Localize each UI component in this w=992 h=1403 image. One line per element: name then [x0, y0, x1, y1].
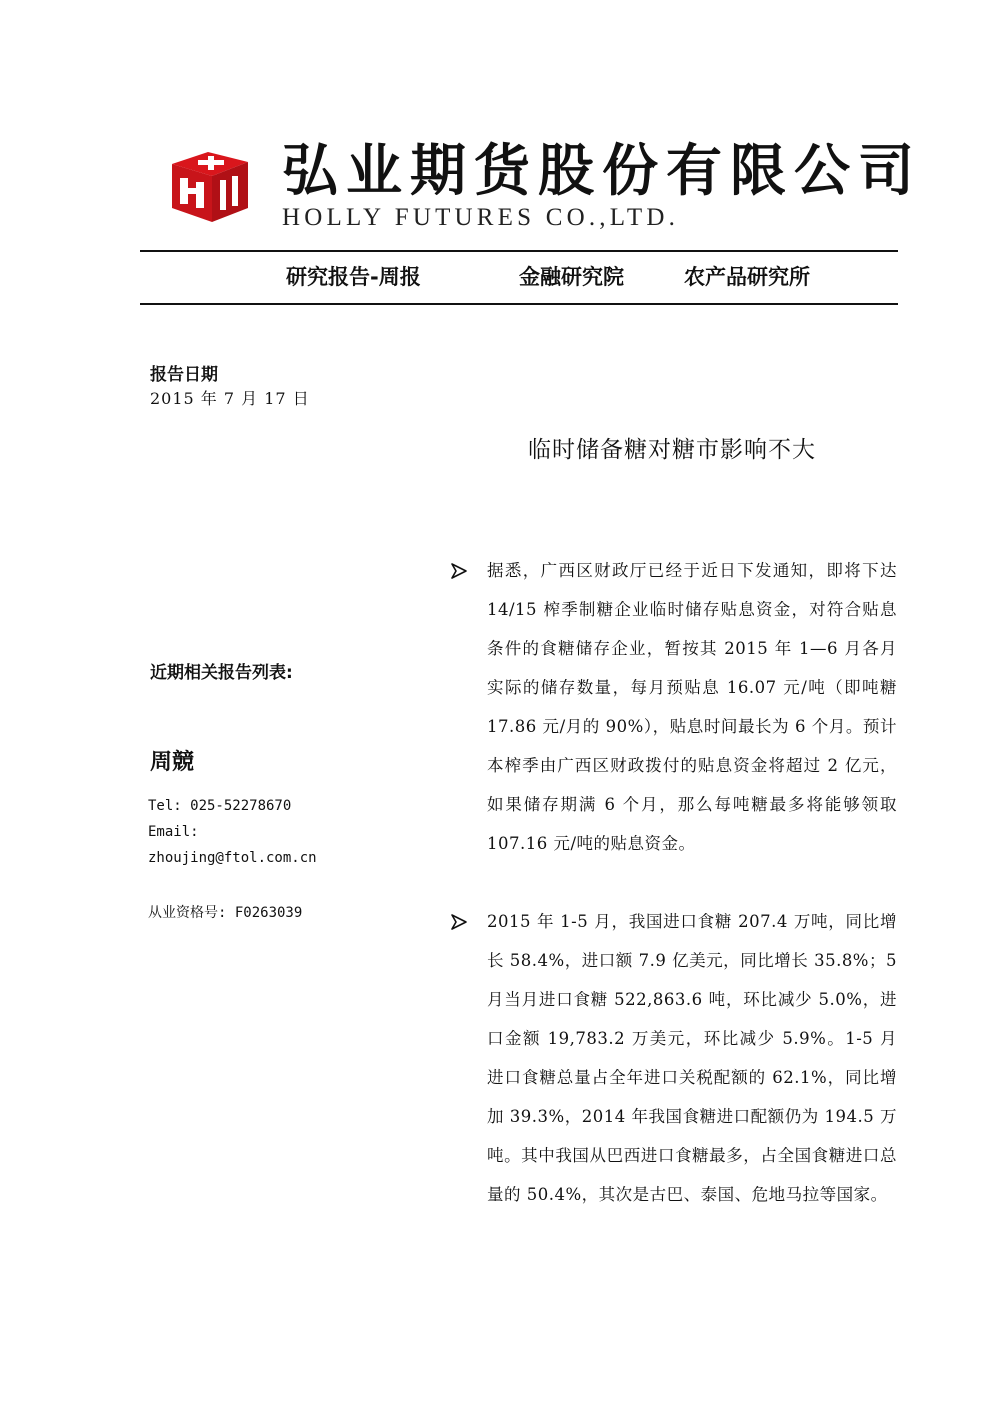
report-date-value: 2015 年 7 月 17 日 [150, 389, 310, 408]
arrow-bullet-icon [448, 560, 470, 582]
body-paragraph: 据悉，广西区财政厅已经于近日下发通知，即将下达 14/15 榨季制糖企业临时储存贴息资金，对符合贴息条件的食糖储存企业，暂按其 2015 年 1—6 月各月实际的储存数量，每月预贴息 16.07 元/吨（即吨糖 17.86 元/月的 90%），贴息时间最长为 6 个月。预计本榨季由广西区财政拨付的贴息资金将超过 2 亿元，如果储存期满 6 个月，那么每吨糖最多将能够领取 107.16 元/吨的贴息资金。 [487, 561, 897, 853]
author-tel: Tel: 025-52278670 [148, 798, 292, 814]
company-name-cn: 弘业期货股份有限公司 [282, 139, 922, 204]
header-rule-bottom [140, 303, 898, 305]
report-type: 研究报告-周报 [286, 265, 421, 289]
header-rule-top [140, 250, 898, 252]
author-name: 周競 [150, 750, 195, 775]
arrow-bullet-icon [448, 911, 470, 933]
institute-name: 金融研究院 [519, 265, 624, 289]
holly-cube-logo-icon [168, 142, 252, 226]
body-paragraph: 2015 年 1-5 月，我国进口食糖 207.4 万吨，同比增长 58.4%，进口额 7.9 亿美元，同比增长 35.8%；5 月当月进口食糖 522,863.6 吨，环比减少 5.0%，进口金额 19,783.2 万美元，环比减少 5.9%。1-5 月进口食糖总量占全年进口关税配额的 62.1%，同比增加 39.3%，2014 年我国食糖进口配额仍为 194.5 万吨。其中我国从巴西进口食糖最多，占全国食糖进口总量的 50.4%，其次是古巴、泰国、危地马拉等国家。 [487, 912, 897, 1204]
company-name-en: HOLLY FUTURES CO.,LTD. [282, 204, 680, 231]
recent-reports-label: 近期相关报告列表: [150, 663, 293, 683]
author-email-label: Email: [148, 824, 199, 840]
department-name: 农产品研究所 [684, 265, 810, 289]
report-title: 临时储备糖对糖市影响不大 [528, 437, 816, 463]
author-license: 从业资格号: F0263039 [148, 905, 303, 921]
report-date-label: 报告日期 [150, 365, 218, 385]
author-email[interactable]: zhoujing@ftol.com.cn [148, 850, 317, 866]
